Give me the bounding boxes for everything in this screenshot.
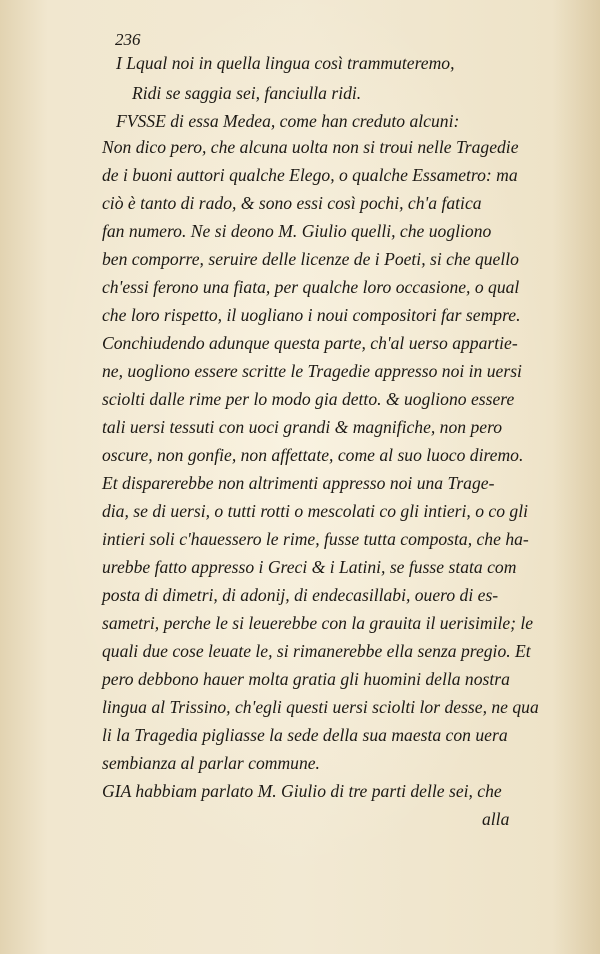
text-line: ciò è tanto di rado, & sono essi così pochi, ch'a fatica	[102, 193, 482, 213]
text-line: sembianza al parlar commune.	[102, 753, 320, 773]
page-number: 236	[115, 30, 141, 49]
catchword: alla	[482, 809, 510, 829]
text-line: fan numero. Ne si deono M. Giulio quelli, che uogliono	[102, 221, 492, 241]
text-line: lingua al Trissino, ch'egli questi uersi sciolti lor desse, ne qua	[102, 697, 539, 717]
text-line: GIA habbiam parlato M. Giulio di tre parti delle sei, che	[102, 781, 502, 801]
text-line: I Lqual noi in quella lingua così trammuteremo,	[116, 53, 455, 73]
text-line: tali uersi tessuti con uoci grandi & magnifiche, non pero	[102, 417, 503, 437]
text-line: urebbe fatto appresso i Greci & i Latini, se fusse stata com	[102, 557, 517, 577]
text-line: sciolti dalle rime per lo modo gia detto. & uogliono essere	[102, 389, 515, 409]
text-line: de i buoni auttori qualche Elego, o qualche Essametro: ma	[102, 165, 518, 185]
text-line: ch'essi ferono una fiata, per qualche loro occasione, o qual	[102, 277, 520, 297]
text-line: Non dico pero, che alcuna uolta non si troui nelle Tragedie	[102, 137, 519, 157]
text-line: FVSSE di essa Medea, come han creduto alcuni:	[116, 111, 460, 131]
text-line: pero debbono hauer molta gratia gli huomini della nostra	[102, 669, 510, 689]
text-line: Ridi se saggia sei, fanciulla ridi.	[132, 83, 362, 103]
text-line: posta di dimetri, di adonij, di endecasillabi, ouero di es-	[102, 585, 499, 605]
text-line: li la Tragedia pigliasse la sede della sua maesta con uera	[102, 725, 508, 745]
text-line: Conchiudendo adunque questa parte, ch'al uerso appartie-	[102, 333, 518, 353]
text-line: ne, uogliono essere scritte le Tragedie appresso noi in uersi	[102, 361, 522, 381]
text-line: quali due cose leuate le, si rimanerebbe ella senza pregio. Et	[102, 641, 531, 661]
text-line: Et disparerebbe non altrimenti appresso noi una Trage-	[102, 473, 495, 493]
text-line: dia, se di uersi, o tutti rotti o mescolati co gli intieri, o co gli	[102, 501, 528, 521]
text-line: che loro rispetto, il uogliano i noui compositori far sempre.	[102, 305, 521, 325]
text-line: ben comporre, seruire delle licenze de i Poeti, si che quello	[102, 249, 519, 269]
text-line: oscure, non gonfie, non affettate, come al suo luoco diremo.	[102, 445, 524, 465]
text-line: sametri, perche le si leuerebbe con la grauita il uerisimile; le	[102, 613, 534, 633]
text-line: intieri soli c'hauessero le rime, fusse tutta composta, che ha-	[102, 529, 529, 549]
